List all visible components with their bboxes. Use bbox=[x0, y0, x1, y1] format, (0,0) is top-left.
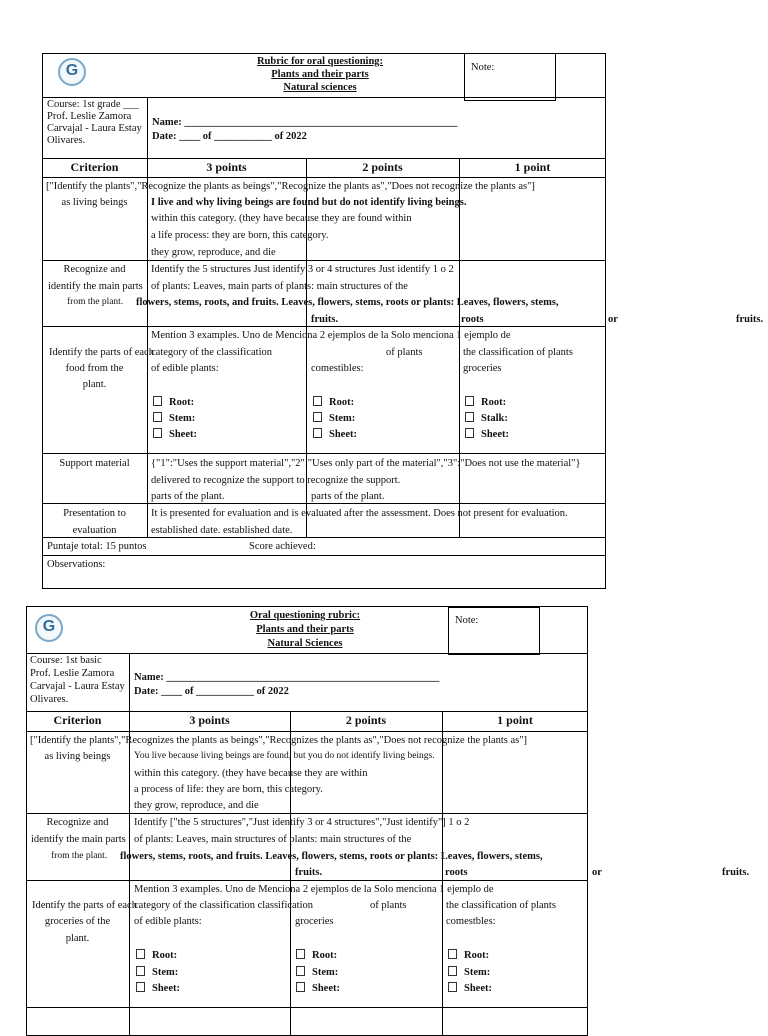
header-3-points: 3 points bbox=[189, 713, 230, 727]
checkbox-item[interactable] bbox=[296, 966, 338, 979]
rubric-subtitle: Plants and their parts bbox=[256, 624, 354, 635]
row2-line: fruits. bbox=[736, 314, 764, 325]
score-achieved: Score achieved: bbox=[249, 541, 316, 552]
checkbox-label: Stem: bbox=[329, 413, 356, 424]
header-1-point: 1 point bbox=[514, 160, 551, 174]
row1-overline: ["Identify the plants","Recognize the plants as beings","Recognize the plants as","Does not recognize the plants as"] bbox=[46, 181, 535, 192]
date-field[interactable]: Date: ____ of ___________ of 2022 bbox=[134, 686, 289, 697]
row3-line: Mention 3 examples. Uno de Menciona 2 ejemplos de la Solo menciona 1 ejemplo de bbox=[151, 330, 511, 341]
date-field[interactable]: Date: ____ of ___________ of 2022 bbox=[152, 131, 307, 142]
checkbox-label: Stalk: bbox=[481, 413, 508, 424]
divider bbox=[42, 453, 606, 454]
divider bbox=[42, 537, 606, 538]
school-logo bbox=[58, 58, 86, 86]
row3-line: groceries bbox=[463, 363, 502, 374]
row3-criterion: plant. bbox=[65, 933, 90, 944]
row1-line: within this category. (they have because they are within bbox=[134, 768, 368, 779]
divider bbox=[129, 711, 130, 1036]
row3-line: category of the classification classification bbox=[134, 900, 314, 911]
name-field[interactable]: Name: ____________________________________________________ bbox=[134, 672, 440, 683]
row2-line: fruits. bbox=[295, 867, 323, 878]
checkbox-item[interactable] bbox=[296, 949, 337, 962]
row2-line: fruits. bbox=[722, 867, 750, 878]
header-criterion: Criterion bbox=[53, 713, 102, 727]
course-line: Olivares. bbox=[47, 135, 86, 146]
row3-criterion: Identify the parts of each bbox=[49, 347, 154, 358]
divider bbox=[147, 97, 148, 158]
checkbox-item[interactable] bbox=[448, 949, 489, 962]
logo-letter: G bbox=[42, 618, 56, 636]
row2-line: roots bbox=[461, 314, 484, 325]
row1-line: You live because living beings are found, but you do not identify living beings. bbox=[134, 751, 435, 761]
row2-line: or bbox=[592, 867, 602, 878]
rubric-subtitle: Plants and their parts bbox=[271, 69, 369, 80]
row2-line: roots bbox=[445, 867, 468, 878]
checkbox-label: Sheet: bbox=[481, 429, 509, 440]
checkbox-label: Stem: bbox=[169, 413, 196, 424]
row2-line: Identify the 5 structures Just identify 3 or 4 structures Just identify 1 o 2 bbox=[151, 264, 454, 275]
checkbox-icon[interactable] bbox=[296, 949, 305, 959]
checkbox-item[interactable] bbox=[313, 428, 357, 441]
checkbox-item[interactable] bbox=[296, 982, 340, 995]
checkbox-label: Root: bbox=[481, 397, 507, 408]
row1-criterion: as living beings bbox=[44, 751, 111, 762]
row2-criterion: identify the main parts bbox=[48, 281, 143, 292]
checkbox-icon[interactable] bbox=[296, 966, 305, 976]
checkbox-icon[interactable] bbox=[448, 982, 457, 992]
header-criterion: Criterion bbox=[70, 160, 119, 174]
note-box bbox=[464, 53, 556, 101]
header-2-points: 2 points bbox=[345, 713, 387, 727]
divider bbox=[26, 731, 588, 732]
checkbox-item[interactable] bbox=[313, 396, 354, 409]
row2-criterion: Recognize and bbox=[46, 817, 109, 828]
rubric-title: Oral questioning rubric: bbox=[249, 610, 361, 621]
checkbox-icon[interactable] bbox=[136, 982, 145, 992]
divider bbox=[42, 260, 606, 261]
checkbox-item[interactable] bbox=[136, 949, 177, 962]
divider bbox=[129, 653, 130, 711]
row2-criterion: identify the main parts bbox=[31, 834, 126, 845]
divider bbox=[42, 158, 606, 159]
divider bbox=[26, 813, 588, 814]
divider bbox=[26, 880, 588, 881]
checkbox-icon[interactable] bbox=[448, 949, 457, 959]
checkbox-item[interactable] bbox=[136, 966, 178, 979]
observations: Observations: bbox=[47, 559, 106, 570]
course-line: Prof. Leslie Zamora bbox=[47, 111, 132, 122]
row2-line: flowers, stems, roots, and fruits. Leaves, flowers, stems, roots or plants: Leaves, flowers, stems, bbox=[120, 851, 543, 862]
row3-line: category of the classification bbox=[151, 347, 272, 358]
course-line: Carvajal - Laura Estay bbox=[30, 681, 125, 692]
checkbox-icon[interactable] bbox=[153, 428, 162, 438]
total-score: Puntaje total: 15 puntos bbox=[47, 541, 147, 552]
row1-criterion: as living beings bbox=[61, 197, 128, 208]
checkbox-icon[interactable] bbox=[313, 396, 322, 406]
divider bbox=[26, 711, 588, 712]
row1-overline: ["Identify the plants","Recognizes the plants as beings","Recognizes the plants as","Does not recognize the plants as"] bbox=[30, 735, 528, 746]
row3-line: groceries bbox=[295, 916, 334, 927]
course-line: Carvajal - Laura Estay bbox=[47, 123, 142, 134]
course-line: Course: 1st grade ___ bbox=[47, 99, 139, 110]
checkbox-label: Root: bbox=[312, 950, 338, 961]
row1-line: they grow, reproduce, and die bbox=[134, 800, 259, 811]
checkbox-icon[interactable] bbox=[313, 428, 322, 438]
row4-line: parts of the plant. bbox=[311, 491, 385, 502]
row3-line: comestibles: bbox=[311, 363, 364, 374]
note-label: Note: bbox=[455, 615, 479, 626]
row3-line: of plants bbox=[370, 900, 407, 911]
checkbox-item[interactable] bbox=[153, 412, 195, 425]
row2-line: or bbox=[608, 314, 618, 325]
row1-line: they grow, reproduce, and die bbox=[151, 247, 276, 258]
course-line: Olivares. bbox=[30, 694, 69, 705]
checkbox-label: Root: bbox=[152, 950, 178, 961]
checkbox-label: Stem: bbox=[464, 967, 491, 978]
checkbox-label: Sheet: bbox=[464, 983, 492, 994]
checkbox-icon[interactable] bbox=[465, 412, 474, 422]
row2-line: of plants: Leaves, main parts of plants: main structures of the bbox=[151, 281, 408, 292]
row3-criterion: plant. bbox=[82, 379, 107, 390]
row5-criterion: evaluation bbox=[72, 525, 117, 536]
row2-line: fruits. bbox=[311, 314, 339, 325]
checkbox-item[interactable] bbox=[313, 412, 355, 425]
course-line: Prof. Leslie Zamora bbox=[30, 668, 115, 679]
checkbox-item[interactable] bbox=[448, 966, 490, 979]
rubric-title: Rubric for oral questioning: bbox=[256, 56, 384, 67]
checkbox-label: Root: bbox=[329, 397, 355, 408]
checkbox-item[interactable] bbox=[136, 982, 180, 995]
row1-line: I live and why living beings are found but do not identify living beings. bbox=[151, 197, 467, 208]
divider bbox=[42, 503, 606, 504]
checkbox-item[interactable] bbox=[465, 396, 506, 409]
checkbox-icon[interactable] bbox=[153, 396, 162, 406]
row5-criterion: Presentation to bbox=[63, 508, 126, 519]
header-1-point: 1 point bbox=[497, 713, 533, 727]
row2-line: Identify ["the 5 structures","Just identify 3 or 4 structures","Just identify"] 1 o 2 bbox=[134, 817, 470, 828]
rubric-subject: Natural Sciences bbox=[267, 638, 343, 649]
header-2-points: 2 points bbox=[362, 160, 403, 174]
header-3-points: 3 points bbox=[206, 160, 247, 174]
checkbox-label: Root: bbox=[169, 397, 195, 408]
course-line: Course: 1st basic bbox=[30, 655, 102, 666]
row1-line: a life process: they are born, this category. bbox=[151, 230, 329, 241]
name-field[interactable]: Name: ____________________________________________________ bbox=[152, 117, 458, 128]
checkbox-icon[interactable] bbox=[465, 396, 474, 406]
checkbox-item[interactable] bbox=[153, 396, 194, 409]
checkbox-icon[interactable] bbox=[296, 982, 305, 992]
checkbox-item[interactable] bbox=[465, 428, 509, 441]
row2-line: flowers, stems, roots, and fruits. Leaves, flowers, stems, roots or plants: Leaves, flowers, stems, bbox=[136, 297, 559, 308]
row3-line: comestbles: bbox=[446, 916, 496, 927]
divider bbox=[442, 711, 443, 1036]
row2-criterion: Recognize and bbox=[63, 264, 126, 275]
checkbox-label: Sheet: bbox=[329, 429, 357, 440]
row3-criterion: Identify the parts of each bbox=[32, 900, 137, 911]
row3-line: of plants bbox=[386, 347, 423, 358]
checkbox-icon[interactable] bbox=[465, 428, 474, 438]
checkbox-item[interactable] bbox=[448, 982, 492, 995]
checkbox-icon[interactable] bbox=[136, 966, 145, 976]
divider bbox=[459, 158, 460, 537]
note-label: Note: bbox=[471, 62, 495, 73]
divider bbox=[42, 555, 606, 556]
row4-line: parts of the plant. bbox=[151, 491, 225, 502]
row4-criterion: Support material bbox=[59, 458, 130, 469]
checkbox-icon[interactable] bbox=[153, 412, 162, 422]
row3-line: of edible plants: bbox=[134, 916, 202, 927]
row3-criterion: food from the bbox=[65, 363, 124, 374]
row3-line: the classification of plants bbox=[446, 900, 556, 911]
checkbox-label: Sheet: bbox=[312, 983, 340, 994]
school-logo bbox=[35, 614, 63, 642]
checkbox-label: Sheet: bbox=[169, 429, 197, 440]
rubric-subject: Natural sciences bbox=[283, 82, 357, 93]
row4-line: {"1":"Uses the support material","2":"Uses only part of the material","3":"Does not use the material"} bbox=[151, 458, 581, 469]
row3-criterion: groceries of the bbox=[44, 916, 111, 927]
checkbox-label: Stem: bbox=[312, 967, 339, 978]
divider bbox=[26, 1007, 588, 1008]
row1-line: within this category. (they have because they are found within bbox=[151, 213, 412, 224]
row2-line: of plants: Leaves, main structures of plants: main structures of the bbox=[134, 834, 412, 845]
row2-line: from the plant. bbox=[67, 297, 124, 307]
row3-line: of edible plants: bbox=[151, 363, 219, 374]
checkbox-item[interactable] bbox=[465, 412, 508, 425]
divider bbox=[42, 326, 606, 327]
row3-line: Mention 3 examples. Uno de Menciona 2 ejemplos de la Solo menciona 1 ejemplo de bbox=[134, 884, 494, 895]
checkbox-label: Root: bbox=[464, 950, 490, 961]
divider bbox=[42, 97, 606, 98]
checkbox-icon[interactable] bbox=[448, 966, 457, 976]
row3-line: the classification of plants bbox=[463, 347, 573, 358]
divider bbox=[42, 177, 606, 178]
row1-line: a process of life: they are born, this category. bbox=[134, 784, 323, 795]
logo-letter: G bbox=[65, 62, 79, 80]
checkbox-icon[interactable] bbox=[136, 949, 145, 959]
checkbox-label: Stem: bbox=[152, 967, 179, 978]
checkbox-icon[interactable] bbox=[313, 412, 322, 422]
row4-line: delivered to recognize the support to recognize the support. bbox=[151, 475, 401, 486]
divider bbox=[26, 653, 588, 654]
checkbox-label: Sheet: bbox=[152, 983, 180, 994]
row5-line: established date. established date. bbox=[151, 525, 293, 536]
checkbox-item[interactable] bbox=[153, 428, 197, 441]
row5-line: It is presented for evaluation and is evaluated after the assessment. Does not present for evaluation. bbox=[151, 508, 568, 519]
row2-line: from the plant. bbox=[51, 851, 108, 861]
